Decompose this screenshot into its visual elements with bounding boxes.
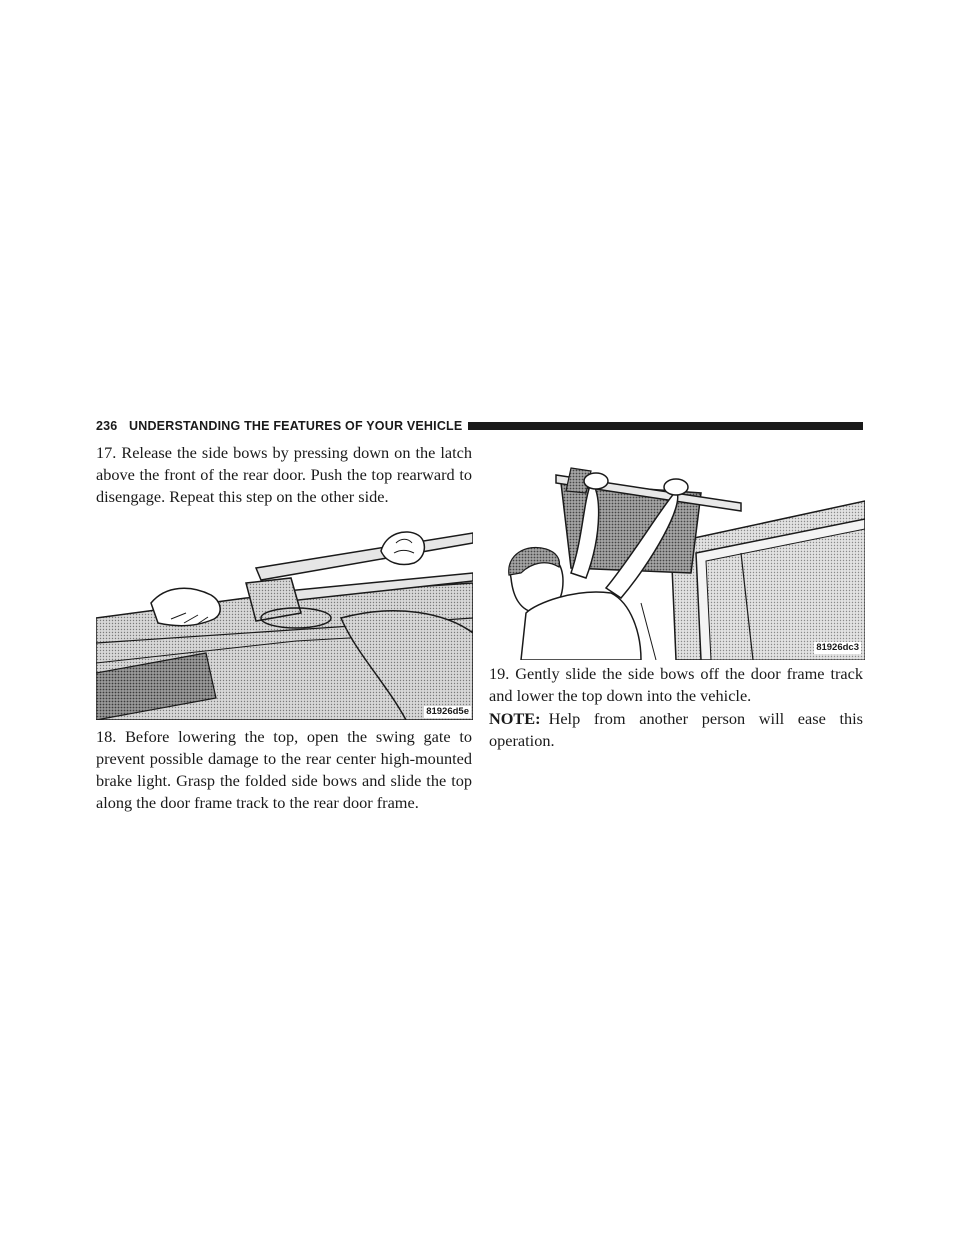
section-title: UNDERSTANDING THE FEATURES OF YOUR VEHICLE bbox=[129, 419, 463, 433]
latch-illustration bbox=[96, 523, 473, 720]
figure-code: 81926dc3 bbox=[816, 642, 859, 653]
person-lowering-top-illustration bbox=[491, 463, 865, 660]
step-17-text: 17. Release the side bows by pressing down on the latch above the front of the rear door. Push the top rearward to disengage. Repeat this step on the other side. bbox=[96, 443, 472, 506]
step-18-text: 18. Before lowering the top, open the swing gate to prevent possible damage to the rear center high-mounted brake light. Grasp the folded side bows and slide the top along the door frame track to the rear door frame. bbox=[96, 727, 472, 812]
header-rule bbox=[468, 422, 863, 430]
figure-lower-top bbox=[491, 463, 865, 660]
step-19-text: 19. Gently slide the side bows off the door frame track and lower the top down into the vehicle. bbox=[489, 664, 863, 705]
page-number: 236 bbox=[96, 419, 118, 433]
figure-code: 81926d5e bbox=[426, 706, 469, 717]
note-paragraph bbox=[489, 708, 863, 752]
note-label: NOTE: bbox=[489, 709, 541, 728]
page-header bbox=[96, 419, 863, 433]
figure-release-latch bbox=[96, 523, 473, 720]
note-text: Help from another person will ease this operation. bbox=[489, 709, 863, 750]
